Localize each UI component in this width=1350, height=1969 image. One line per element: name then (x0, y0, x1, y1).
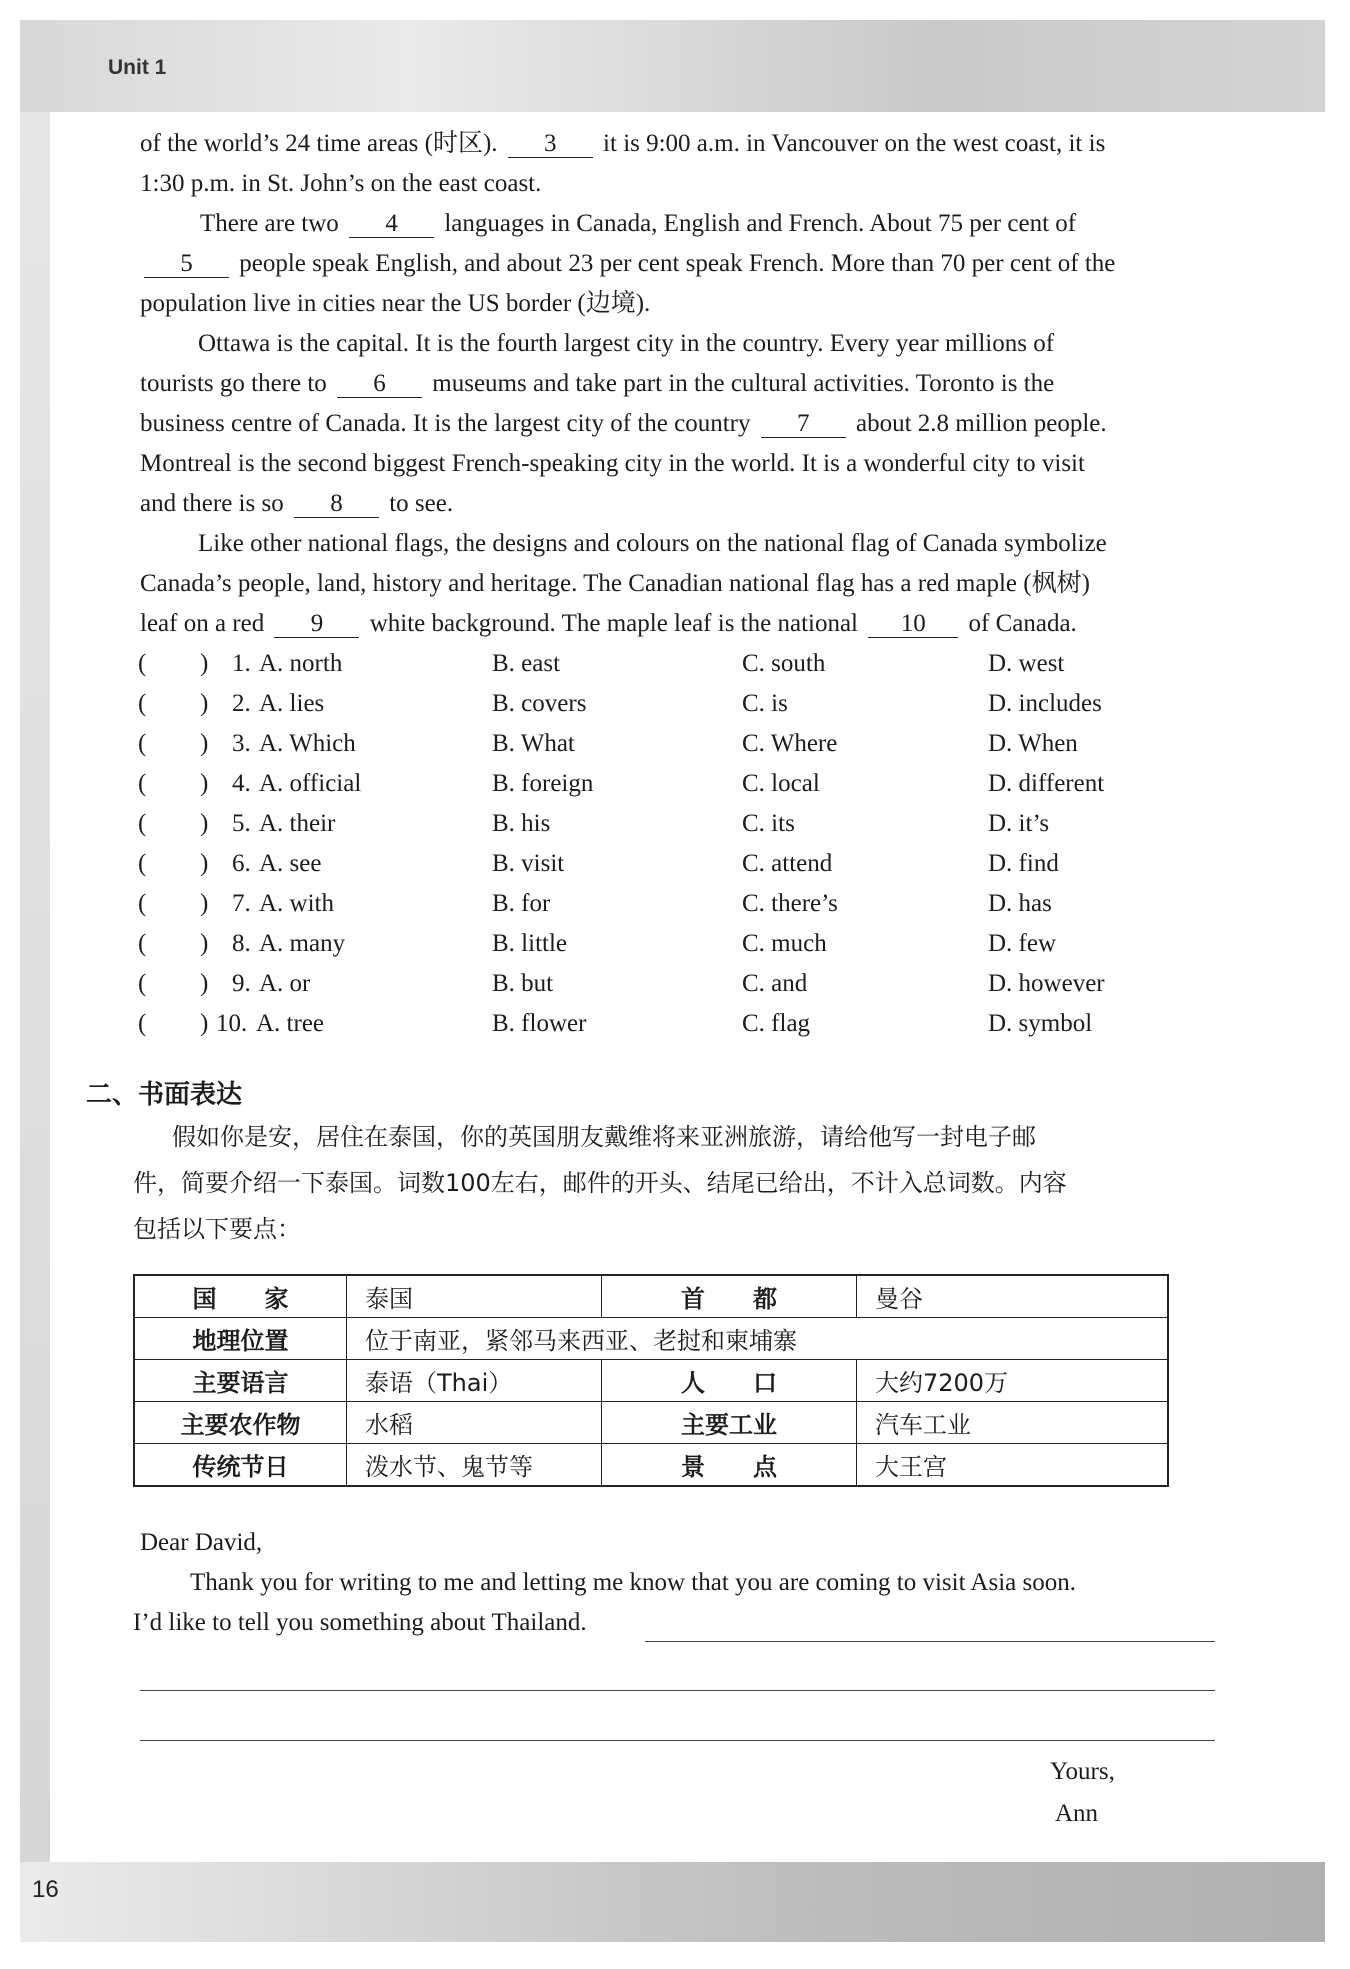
option-d[interactable]: D. includes (988, 690, 1102, 717)
table-cell: 水稻 (347, 1402, 602, 1444)
passage-text: people speak English, and about 23 per cent speak French. More than 70 per cent of the (233, 250, 1116, 277)
unit-label: Unit 1 (108, 56, 167, 79)
passage-text: of Canada. (962, 610, 1077, 637)
option-a[interactable]: A. north (259, 650, 343, 677)
option-a[interactable]: A. their (259, 810, 336, 837)
question-number: 10. (216, 1010, 248, 1037)
question-row (0, 928, 1350, 960)
passage-line (140, 488, 453, 520)
page-number: 16 (32, 1876, 59, 1903)
question-number: 4. (232, 770, 251, 797)
letter-body-line: I’d like to tell you something about Thailand. (133, 1609, 587, 1636)
table-cell: 主要工业 (602, 1402, 857, 1444)
passage-line (140, 568, 1090, 600)
table-cell: 景 点 (602, 1444, 857, 1487)
passage-line (200, 208, 1076, 240)
passage-line (140, 248, 1115, 280)
instruction-line: 假如你是安，居住在泰国，你的英国朋友戴维将来亚洲旅游，请给他写一封电子邮 (172, 1123, 1036, 1151)
table-row (134, 1360, 1168, 1402)
passage-line (140, 128, 1105, 160)
table-cell: 汽车工业 (857, 1402, 1169, 1444)
passage-text: Like other national flags, the designs and colours on the national flag of Canada symbolize (198, 530, 1107, 557)
option-d[interactable]: D. west (988, 650, 1065, 677)
passage-line (140, 288, 650, 320)
passage-text: and there is so (140, 490, 290, 517)
question-row (0, 768, 1350, 800)
answer-paren-open[interactable]: ( (138, 650, 147, 677)
option-c[interactable]: C. is (742, 690, 788, 717)
question-number: 8. (232, 930, 251, 957)
table-cell: 首 都 (602, 1275, 857, 1318)
passage-text: tourists go there to (140, 370, 334, 397)
answer-paren-open[interactable]: ( (138, 690, 147, 717)
letter-greeting: Dear David, (140, 1529, 263, 1556)
option-c[interactable]: C. Where (742, 730, 838, 757)
question-row (0, 688, 1350, 720)
answer-paren-close: ) (200, 730, 209, 757)
passage-text: museums and take part in the cultural activities. Toronto is the (426, 370, 1055, 397)
table-row (134, 1318, 1168, 1360)
writing-line[interactable] (140, 1690, 1215, 1691)
passage-text: it is 9:00 a.m. in Vancouver on the west coast, it is (596, 130, 1106, 157)
passage-text: about 2.8 million people. (849, 410, 1107, 437)
question-row (0, 648, 1350, 680)
passage-line (198, 328, 1054, 360)
table-cell: 泼水节、鬼节等 (347, 1444, 602, 1487)
passage-text: business centre of Canada. It is the largest city of the country (140, 410, 757, 437)
option-a[interactable]: A. or (259, 970, 311, 997)
table-cell: 曼谷 (857, 1275, 1169, 1318)
question-row (0, 888, 1350, 920)
option-d[interactable]: D. it’s (988, 810, 1050, 837)
option-a[interactable]: A. many (259, 930, 346, 957)
question-row (0, 968, 1350, 1000)
table-cell: 主要农作物 (134, 1402, 347, 1444)
passage-text: languages in Canada, English and French. About 75 per cent of (438, 210, 1077, 237)
question-number: 9. (232, 970, 251, 997)
option-a[interactable]: A. lies (259, 690, 325, 717)
answer-paren-open[interactable]: ( (138, 970, 147, 997)
question-row (0, 728, 1350, 760)
option-a[interactable]: A. with (259, 890, 334, 917)
option-c[interactable]: C. and (742, 970, 808, 997)
option-a[interactable]: A. Which (259, 730, 356, 757)
passage-text: population live in cities near the US border (边境). (140, 290, 651, 317)
option-d[interactable]: D. symbol (988, 1010, 1093, 1037)
table-cell: 泰国 (347, 1275, 602, 1318)
option-b[interactable]: B. foreign (492, 770, 594, 797)
table-cell: 位于南亚，紧邻马来西亚、老挝和柬埔寨 (347, 1318, 1169, 1360)
passage-text: leaf on a red (140, 610, 271, 637)
passage-line (140, 608, 1077, 640)
option-b[interactable]: B. but (492, 970, 554, 997)
question-number: 6. (232, 850, 251, 877)
passage-text: Ottawa is the capital. It is the fourth largest city in the country. Every year millions of (198, 330, 1055, 357)
option-b[interactable]: B. visit (492, 850, 565, 877)
table-cell: 人 口 (602, 1360, 857, 1402)
question-number: 3. (232, 730, 251, 757)
writing-line[interactable] (645, 1641, 1215, 1642)
instruction-line: 件，简要介绍一下泰国。词数100左右，邮件的开头、结尾已给出，不计入总词数。内容 (133, 1169, 1067, 1197)
option-c[interactable]: C. there’s (742, 890, 838, 917)
blank-8[interactable]: 8 (294, 491, 379, 518)
option-d[interactable]: D. however (988, 970, 1105, 997)
option-b[interactable]: B. flower (492, 1010, 587, 1037)
answer-paren-close: ) (200, 1010, 209, 1037)
passage-text: Canada’s people, land, history and heritage. The Canadian national flag has a red maple (枫树) (140, 570, 1090, 597)
passage-line (140, 368, 1054, 400)
option-c[interactable]: C. local (742, 770, 820, 797)
option-d[interactable]: D. find (988, 850, 1059, 877)
blank-5[interactable]: 5 (144, 251, 229, 278)
answer-paren-close: ) (200, 690, 209, 717)
blank-10[interactable]: 10 (868, 611, 958, 638)
footer-band (20, 1862, 1325, 1942)
instruction-line: 包括以下要点： (133, 1215, 301, 1243)
passage-text: 1:30 p.m. in St. John’s on the east coast. (140, 170, 542, 197)
table-cell: 泰语（Thai） (347, 1360, 602, 1402)
question-number: 1. (232, 650, 251, 677)
passage-text: of the world’s 24 time areas (时区). (140, 130, 504, 157)
table-cell: 大王宫 (857, 1444, 1169, 1487)
answer-paren-close: ) (200, 770, 209, 797)
letter-signature: Ann (1055, 1800, 1099, 1827)
option-b[interactable]: B. covers (492, 690, 587, 717)
table-cell: 大约7200万 (857, 1360, 1169, 1402)
blank-9[interactable]: 9 (274, 611, 359, 638)
answer-paren-open[interactable]: ( (138, 1010, 147, 1037)
table-cell: 传统节日 (134, 1444, 347, 1487)
letter-body-line: Thank you for writing to me and letting me know that you are coming to visit Asia soon. (190, 1569, 1076, 1596)
blank-7[interactable]: 7 (761, 411, 846, 438)
answer-paren-close: ) (200, 650, 209, 677)
question-number: 2. (232, 690, 251, 717)
option-d[interactable]: D. few (988, 930, 1057, 957)
question-number: 5. (232, 810, 251, 837)
thailand-info-table (133, 1274, 1169, 1487)
answer-paren-open[interactable]: ( (138, 890, 147, 917)
section-title: 二、书面表达 (86, 1080, 243, 1110)
question-row (0, 848, 1350, 880)
table-row (134, 1402, 1168, 1444)
answer-paren-open[interactable]: ( (138, 930, 147, 957)
table-cell: 国 家 (134, 1275, 347, 1318)
option-d[interactable]: D. When (988, 730, 1078, 757)
blank-6[interactable]: 6 (337, 371, 422, 398)
table-row (134, 1444, 1168, 1487)
passage-text: white background. The maple leaf is the national (363, 610, 865, 637)
answer-paren-close: ) (200, 970, 209, 997)
passage-text: There are two (200, 210, 346, 237)
question-row (0, 1008, 1350, 1040)
answer-paren-open[interactable]: ( (138, 770, 147, 797)
answer-paren-close: ) (200, 850, 209, 877)
option-b[interactable]: B. his (492, 810, 551, 837)
option-b[interactable]: B. little (492, 930, 567, 957)
blank-3[interactable]: 3 (508, 131, 593, 158)
passage-line (140, 448, 1085, 480)
passage-text: Montreal is the second biggest French-speaking city in the world. It is a wonderful city to visit (140, 450, 1085, 477)
option-d[interactable]: D. has (988, 890, 1052, 917)
passage-line (140, 408, 1107, 440)
table-row (134, 1275, 1168, 1318)
option-c[interactable]: C. south (742, 650, 826, 677)
option-c[interactable]: C. its (742, 810, 795, 837)
letter-closing: Yours, (1050, 1758, 1115, 1785)
option-a[interactable]: A. see (259, 850, 322, 877)
passage-line (140, 168, 541, 200)
question-number: 7. (232, 890, 251, 917)
answer-paren-open[interactable]: ( (138, 810, 147, 837)
option-c[interactable]: C. flag (742, 1010, 811, 1037)
answer-paren-close: ) (200, 890, 209, 917)
blank-4[interactable]: 4 (349, 211, 434, 238)
table-cell: 地理位置 (134, 1318, 347, 1360)
option-a[interactable]: A. official (259, 770, 362, 797)
option-c[interactable]: C. attend (742, 850, 833, 877)
option-b[interactable]: B. for (492, 890, 551, 917)
table-cell: 主要语言 (134, 1360, 347, 1402)
passage-line (198, 528, 1107, 560)
option-a[interactable]: A. tree (256, 1010, 325, 1037)
question-row (0, 808, 1350, 840)
answer-paren-open[interactable]: ( (138, 850, 147, 877)
answer-paren-close: ) (200, 810, 209, 837)
option-b[interactable]: B. What (492, 730, 575, 757)
option-b[interactable]: B. east (492, 650, 561, 677)
writing-line[interactable] (140, 1740, 1215, 1741)
passage-text: to see. (382, 490, 454, 517)
option-d[interactable]: D. different (988, 770, 1105, 797)
header-band (20, 20, 1325, 115)
option-c[interactable]: C. much (742, 930, 827, 957)
answer-paren-close: ) (200, 930, 209, 957)
answer-paren-open[interactable]: ( (138, 730, 147, 757)
